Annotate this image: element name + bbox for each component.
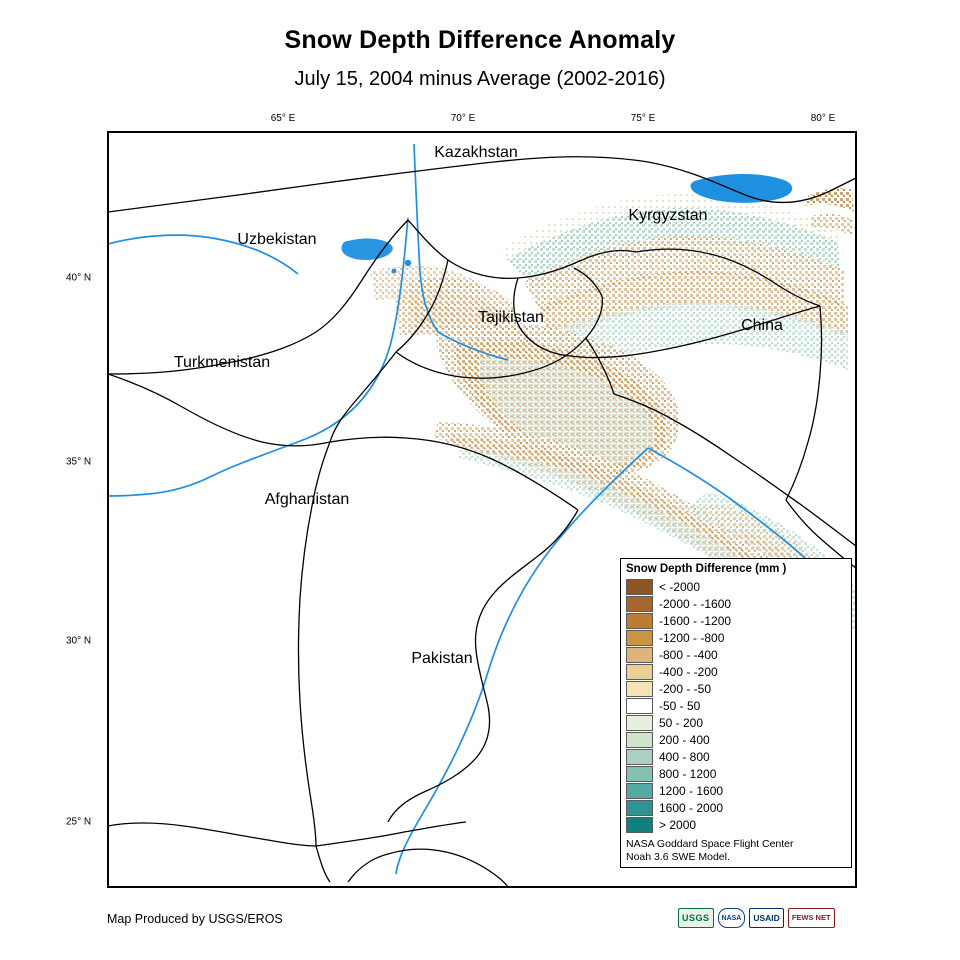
legend-label: -400 - -200: [659, 664, 718, 679]
legend-swatch: [626, 715, 653, 731]
legend-label: 400 - 800: [659, 749, 710, 764]
y-tick-label: 25° N: [66, 816, 92, 828]
legend-swatch: [626, 664, 653, 680]
usgs-logo: USGS: [678, 908, 714, 928]
legend-label: -1600 - -1200: [659, 613, 732, 628]
legend-item: [626, 612, 846, 629]
x-tick-label: 65° E: [270, 113, 296, 124]
country-label-china: China: [741, 317, 783, 334]
country-label-kazakhstan: Kazakhstan: [434, 144, 518, 161]
legend-credit: [626, 838, 846, 864]
legend-swatch: [626, 681, 653, 697]
y-tick-label: 40° N: [66, 272, 92, 284]
legend-label: -2000 - -1600: [659, 596, 732, 611]
legend-label: -200 - -50: [659, 681, 712, 696]
legend-label: -1200 - -800: [659, 630, 725, 645]
legend-label: 1600 - 2000: [659, 800, 724, 815]
country-label-tajikistan: Tajikistan: [478, 309, 544, 326]
legend-swatch: [626, 647, 653, 663]
legend-label: < -2000: [659, 579, 701, 594]
legend-item: [626, 595, 846, 612]
legend-item: [626, 680, 846, 697]
logo-bar: [678, 908, 835, 928]
country-label-pakistan: Pakistan: [411, 650, 473, 667]
fewsnet-logo: FEWS NET: [788, 908, 835, 928]
legend-swatch: [626, 783, 653, 799]
legend-swatch: [626, 579, 653, 595]
page-title: Snow Depth Difference Anomaly: [284, 26, 676, 54]
nasa-logo: NASA: [718, 908, 746, 928]
legend-item: [626, 578, 846, 595]
legend-item: [626, 782, 846, 799]
page-subtitle: July 15, 2004 minus Average (2002-2016): [294, 68, 666, 90]
legend-swatch: [626, 800, 653, 816]
legend-label: 50 - 200: [659, 715, 704, 730]
legend-label: -800 - -400: [659, 647, 718, 662]
country-label-afghanistan: Afghanistan: [264, 491, 350, 508]
legend-item: [626, 731, 846, 748]
x-tick-label: 75° E: [630, 113, 656, 124]
legend-title: Snow Depth Difference (mm ): [626, 563, 787, 575]
legend-credit-line-1: NASA Goddard Space Flight Center: [626, 838, 794, 850]
legend-label: 800 - 1200: [659, 766, 717, 781]
legend-credit-line-2: Noah 3.6 SWE Model.: [626, 851, 730, 863]
x-tick-label: 80° E: [810, 113, 836, 124]
legend-item: [626, 663, 846, 680]
legend-swatch: [626, 698, 653, 714]
x-tick-label: 70° E: [450, 113, 476, 124]
legend-swatch: [626, 630, 653, 646]
legend-item: [626, 816, 846, 833]
legend-swatch: [626, 766, 653, 782]
country-label-kyrgyzstan: Kyrgyzstan: [628, 207, 708, 224]
legend-item: [626, 748, 846, 765]
producer-credit: Map Produced by USGS/EROS: [107, 912, 283, 926]
legend-swatch: [626, 817, 653, 833]
legend-swatch: [626, 613, 653, 629]
usaid-logo: USAID: [749, 908, 783, 928]
country-label-uzbekistan: Uzbekistan: [237, 231, 317, 248]
map-legend: [620, 558, 852, 868]
country-label-turkmenistan: Turkmenistan: [173, 354, 271, 371]
legend-swatch: [626, 732, 653, 748]
legend-item: [626, 646, 846, 663]
legend-item: [626, 799, 846, 816]
y-tick-label: 30° N: [66, 635, 92, 647]
legend-label: 200 - 400: [659, 732, 710, 747]
legend-label: > 2000: [659, 817, 697, 832]
legend-swatch: [626, 596, 653, 612]
legend-item: [626, 697, 846, 714]
legend-item: [626, 714, 846, 731]
legend-item: [626, 629, 846, 646]
legend-item: [626, 765, 846, 782]
legend-label: -50 - 50: [659, 698, 701, 713]
y-tick-label: 35° N: [66, 456, 92, 468]
legend-swatch: [626, 749, 653, 765]
legend-label: 1200 - 1600: [659, 783, 724, 798]
